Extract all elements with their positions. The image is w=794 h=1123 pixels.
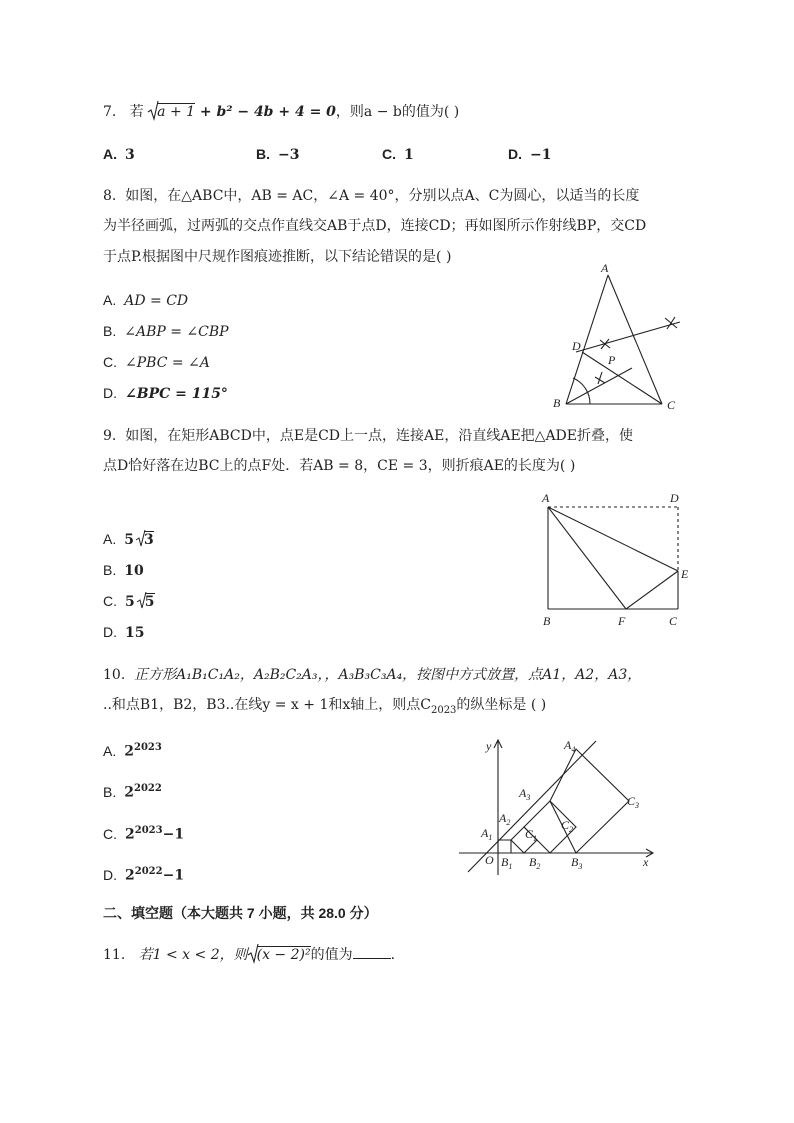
q8-label-p: P: [608, 353, 616, 367]
q11-radicand: (x − 2)²: [256, 947, 311, 963]
q10-line2: ..和点B1，B2，B3..在线y = x + 1和x轴上，则点$C_{2023}$的纵坐标是 ( ): [103, 697, 547, 716]
q10-label-a2: $A_2$: [499, 811, 511, 827]
q7-stem-pre: 若: [129, 104, 144, 120]
q10-label-o: O: [485, 853, 494, 867]
q7-stem-post: ，则a − b的值为( ): [335, 104, 460, 120]
q8-option-b[interactable]: B. ∠ABP = ∠CBP: [103, 323, 229, 340]
q7-option-d[interactable]: D. −1: [508, 146, 552, 163]
q11-stem-post: 的值为: [310, 947, 353, 963]
q9-line1: 9. 如图，在矩形ABCD中，点E是CD上一点，连接AE，沿直线AE把△ADE折叠，使: [103, 428, 633, 444]
q8-option-a[interactable]: A. AD = CD: [103, 292, 189, 309]
section-2-title: 二、填空题（本大题共 7 小题，共 28.0 分）: [103, 905, 378, 921]
q10-label-b1: $B_1$: [501, 855, 513, 871]
q9-label-a: A: [542, 491, 550, 505]
q10-option-b[interactable]: B. $2^{2022}$: [103, 783, 162, 801]
q10-label-x: x: [643, 855, 649, 869]
q10-label-c1: $C_1$: [525, 827, 538, 843]
q10-label-c3: $C_3$: [627, 794, 640, 810]
q10-label-a1: $A_1$: [481, 826, 493, 842]
q10-label-a3: $A_3$: [519, 786, 531, 802]
q9-option-d[interactable]: D. 15: [103, 624, 145, 641]
q11-stem: 11. 若1 < x < 2，则 (x − 2)²的值为 .: [103, 945, 395, 965]
q7-option-b[interactable]: B. −3: [256, 146, 300, 163]
q10-line1: 10. 正方形A₁B₁C₁A₂，A₂B₂C₂A₃，，A₃B₃C₃A₄，按图中方式放置，点A1，A2，A3，: [103, 667, 642, 683]
q10-label-b2: $B_2$: [529, 855, 541, 871]
q10-number: 10.: [103, 667, 126, 683]
q8-line2: 为半径画弧，过两弧的交点作直线交AB于点D，连接CD；再如图所示作射线BP，交CD: [103, 218, 647, 234]
q7-expr-rest: + b² − 4b + 4 = 0: [195, 104, 336, 120]
q10-square-1: [498, 840, 511, 853]
q9-line2: 点D恰好落在边BC上的点F处．若AB = 8，CE = 3，则折痕AE的长度为( ): [103, 458, 576, 474]
q7-number: 7.: [103, 104, 117, 120]
q9-label-e: E: [681, 567, 689, 581]
q8-line1: 8. 如图，在△ABC中，AB = AC，∠A = 40°，分别以点A、C为圆心，以适当的长度: [103, 188, 640, 204]
q9-option-a[interactable]: A. 5 3: [103, 531, 154, 548]
q8-label-d: D: [572, 339, 581, 353]
q11-answer-blank[interactable]: [353, 946, 391, 959]
q9-label-f: F: [618, 614, 626, 628]
q10-label-y: y: [486, 739, 492, 753]
q9-option-b[interactable]: B. 10: [103, 562, 144, 579]
q7-option-a[interactable]: A. 3: [103, 146, 135, 163]
q10-label-b3: $B_3$: [571, 855, 583, 871]
q9-label-b: B: [543, 614, 551, 628]
q9-option-c[interactable]: C. 5 5: [103, 593, 155, 610]
q8-label-a: A: [601, 261, 609, 275]
q10-option-c[interactable]: C. $2^{2023}-1$: [103, 825, 185, 843]
q10-label-c2: $C_2$: [561, 818, 574, 834]
q10-square-4: [550, 749, 629, 853]
q10-label-a4: $A_4$: [564, 738, 576, 754]
q8-label-c: C: [667, 398, 676, 412]
q9-number: 9.: [103, 428, 117, 444]
q11-stem-pre: 若1 < x < 2，则: [138, 947, 248, 963]
q9-label-c: C: [669, 614, 678, 628]
q10-option-a[interactable]: A. $2^{2023}$: [103, 742, 162, 760]
q8-number: 8.: [103, 188, 117, 204]
q11-radical-sign: [248, 943, 258, 963]
q8-line3: 于点P.根据图中尺规作图痕迹推断，以下结论错误的是( ): [103, 249, 452, 265]
q11-number: 11.: [103, 947, 126, 963]
q8-label-b: B: [553, 396, 561, 410]
q7-radicand: a + 1: [157, 104, 196, 120]
q11-sqrt: [248, 945, 311, 965]
q8-option-d[interactable]: D. ∠BPC = 115°: [103, 385, 228, 402]
q7-option-c[interactable]: C. 1: [382, 146, 414, 163]
q8-option-c[interactable]: C. ∠PBC = ∠A: [103, 354, 210, 371]
q9-label-d: D: [670, 491, 679, 505]
q10-option-d[interactable]: D. $2^{2022}-1$: [103, 866, 185, 884]
